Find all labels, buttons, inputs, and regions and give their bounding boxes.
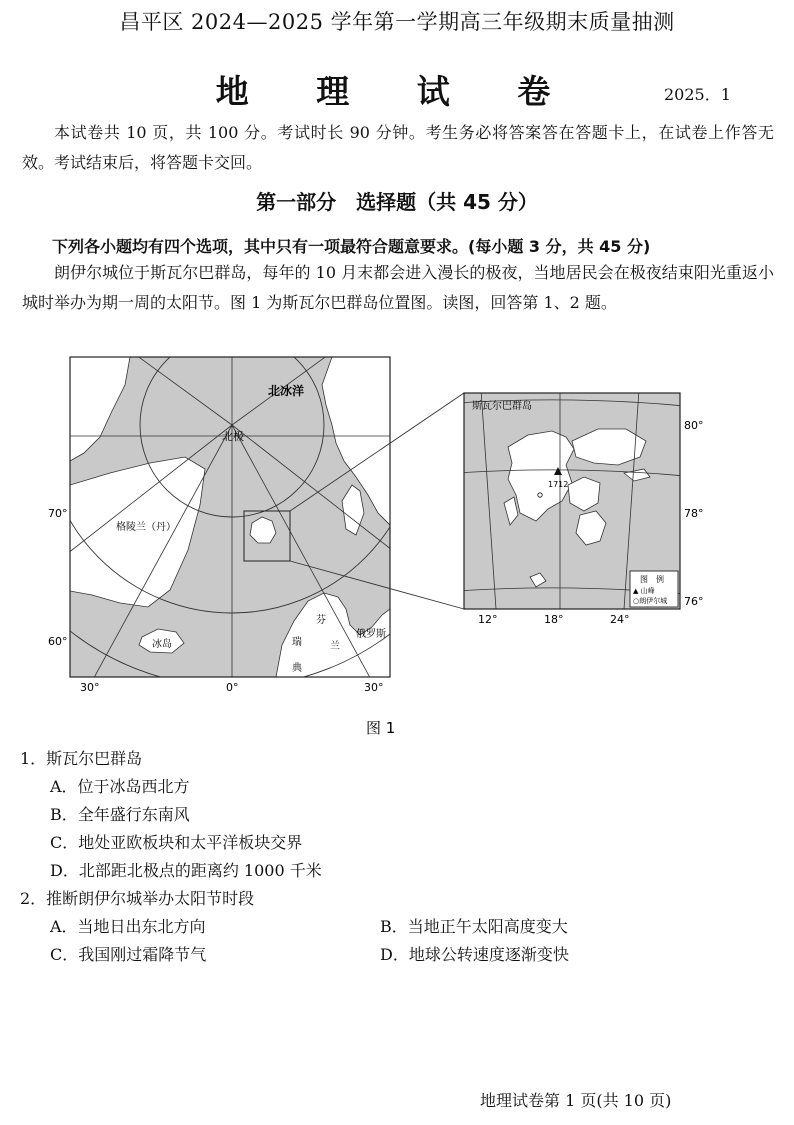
intro-paragraph: 本试卷共 10 页，共 100 分。考试时长 90 分钟。考生务必将答案答在答题卡上，在试卷上作答无效。考试结束后，将答题卡交回。 (22, 123, 774, 172)
label-russia: 俄罗斯 (356, 629, 386, 640)
longyearbyen-marker (538, 493, 542, 497)
question-1-option-b: B．全年盛行东南风 (50, 805, 190, 824)
legend-city: ○朗伊尔城 (633, 597, 668, 605)
legend-peak: ▲ 山峰 (633, 587, 655, 595)
label-north-pole: 北极 (222, 430, 244, 443)
subject-title: 地 理 试 卷 (215, 72, 579, 111)
inset-legend (630, 571, 678, 607)
question-1-option-a: A．位于冰岛西北方 (50, 777, 190, 796)
question-1-option-c: C．地处亚欧板块和太平洋板块交界 (50, 833, 303, 852)
label-arctic-ocean: 北冰洋 (268, 384, 305, 398)
section-instruction: 下列各小题均有四个选项，其中只有一项最符合题意要求。(每小题 3 分，共 45 分) (52, 237, 651, 256)
legend-title: 图 例 (640, 575, 664, 584)
inset-title: 斯瓦尔巴群岛 (472, 401, 532, 412)
question-2-option-d: D．地球公转速度逐渐变快 (380, 945, 569, 964)
inset-lat-78: 78° (684, 507, 704, 520)
question-1-stem: 1．斯瓦尔巴群岛 (20, 749, 143, 768)
peak-value: 1712 (548, 480, 569, 489)
inset-lon-18: 18° (544, 613, 564, 626)
lon-label-30e: 30° (364, 681, 384, 694)
inset-lat-76: 76° (684, 595, 704, 608)
passage-paragraph: 朗伊尔城位于斯瓦尔巴群岛，每年的 10 月末都会进入漫长的极夜，当地居民会在极夜结束阳光重返小城时举办为期一周的太阳节。图 1 为斯瓦尔巴群岛位置图。读图，回答第 1、2 题。 (22, 263, 774, 312)
label-finland-1: 芬 (316, 615, 326, 626)
exam-header: 昌平区 2024—2025 学年第一学期高三年级期末质量抽测 (119, 10, 675, 34)
figure-caption: 图 1 (366, 719, 396, 737)
inset-lat-80: 80° (684, 419, 704, 432)
lon-label-30w: 30° (80, 681, 100, 694)
figure-1-map (0, 345, 794, 740)
inset-lon-12: 12° (478, 613, 498, 626)
exam-date: 2025．1 (664, 85, 731, 104)
question-2-option-b: B．当地正午太阳高度变大 (380, 917, 568, 936)
inset-lon-24: 24° (610, 613, 630, 626)
question-2-stem: 2．推断朗伊尔城举办太阳节时段 (20, 889, 255, 908)
main-map (0, 345, 494, 687)
label-finland-2: 兰 (330, 641, 340, 652)
label-sweden-2: 典 (292, 663, 302, 674)
lat-label-70: 70° (48, 507, 68, 520)
label-greenland: 格陵兰（丹） (116, 522, 176, 533)
section-title: 第一部分 选择题（共 45 分） (256, 190, 538, 214)
lon-label-0: 0° (226, 681, 239, 694)
question-2-option-c: C．我国刚过霜降节气 (50, 945, 207, 964)
lat-label-60: 60° (48, 635, 68, 648)
page-footer: 地理试卷第 1 页(共 10 页) (480, 1091, 672, 1110)
question-2-option-a: A．当地日出东北方向 (50, 917, 206, 936)
label-sweden-1: 瑞 (292, 637, 302, 648)
question-1-option-d: D．北部距北极点的距离约 1000 千米 (50, 861, 322, 880)
label-iceland: 冰岛 (152, 639, 172, 650)
